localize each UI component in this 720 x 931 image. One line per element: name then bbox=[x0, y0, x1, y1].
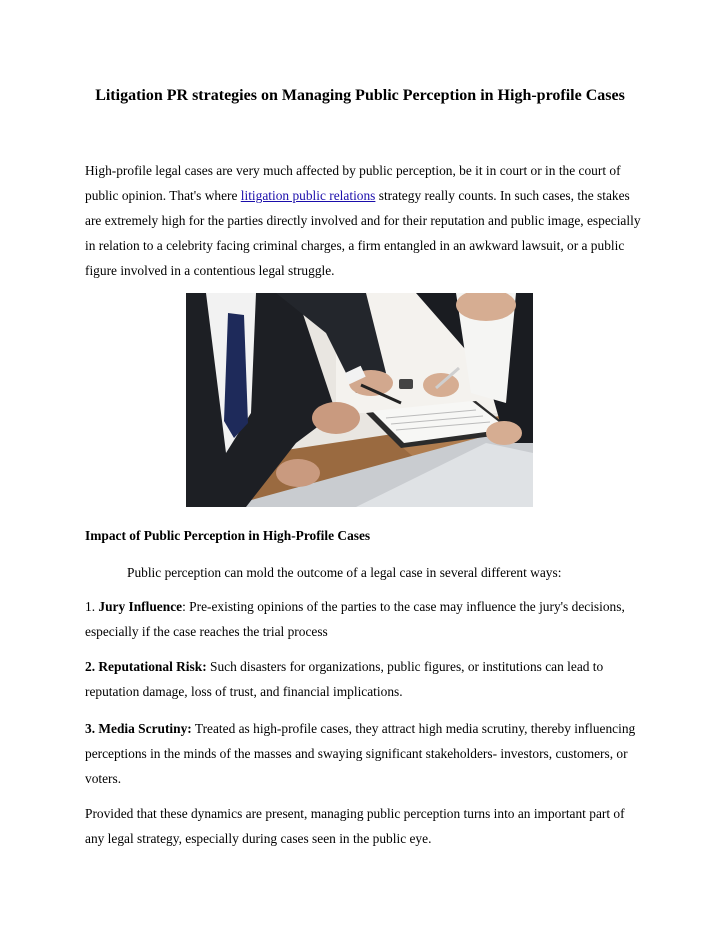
item-text: : Pre-existing opinions of the parties to the case may influence the jury's decisions, especially if the case reaches the trial process bbox=[85, 599, 625, 639]
item-label: Reputational Risk: bbox=[98, 659, 207, 674]
list-item-jury-influence bbox=[85, 594, 645, 644]
item-number: 3. bbox=[85, 721, 99, 736]
intro-text-after-link: strategy really counts. In such cases, the stakes are extremely high for the parties directly involved and for their reputation and public image, especially in relation to a celebrity facing criminal charges, a firm entangled in an awkward lawsuit, or a public figure involved in a contentious legal struggle. bbox=[85, 188, 641, 278]
item-text: Such disasters for organizations, public figures, or institutions can lead to reputation damage, loss of trust, and financial implications. bbox=[85, 659, 604, 699]
list-item-media-scrutiny bbox=[85, 716, 645, 791]
closing-paragraph: Provided that these dynamics are present, managing public perception turns into an important part of any legal strategy, especially during cases seen in the public eye. bbox=[85, 806, 625, 846]
item-number: 2. bbox=[85, 659, 99, 674]
page-title: Litigation PR strategies on Managing Public Perception in High-profile Cases bbox=[95, 87, 625, 104]
business-meeting-photo bbox=[186, 293, 533, 507]
item-text: Treated as high-profile cases, they attract high media scrutiny, thereby influencing perceptions in the minds of the masses and swaying significant stakeholders- investors, customers, or voters. bbox=[85, 721, 636, 786]
intro-paragraph bbox=[85, 158, 645, 283]
litigation-pr-link[interactable]: litigation public relations bbox=[240, 188, 376, 203]
section-heading: Impact of Public Perception in High-Profile Cases bbox=[85, 528, 371, 543]
item-label: Media Scrutiny: bbox=[98, 721, 192, 736]
item-number: 1. bbox=[85, 599, 99, 614]
lead-paragraph: Public perception can mold the outcome of a legal case in several different ways: bbox=[127, 565, 562, 580]
intro-text-before-link: High-profile legal cases are very much affected by public perception, be it in court or in the court of public opinion. That's where bbox=[85, 163, 621, 203]
item-label: Jury Influence bbox=[98, 599, 183, 614]
list-item-reputational-risk bbox=[85, 654, 645, 704]
